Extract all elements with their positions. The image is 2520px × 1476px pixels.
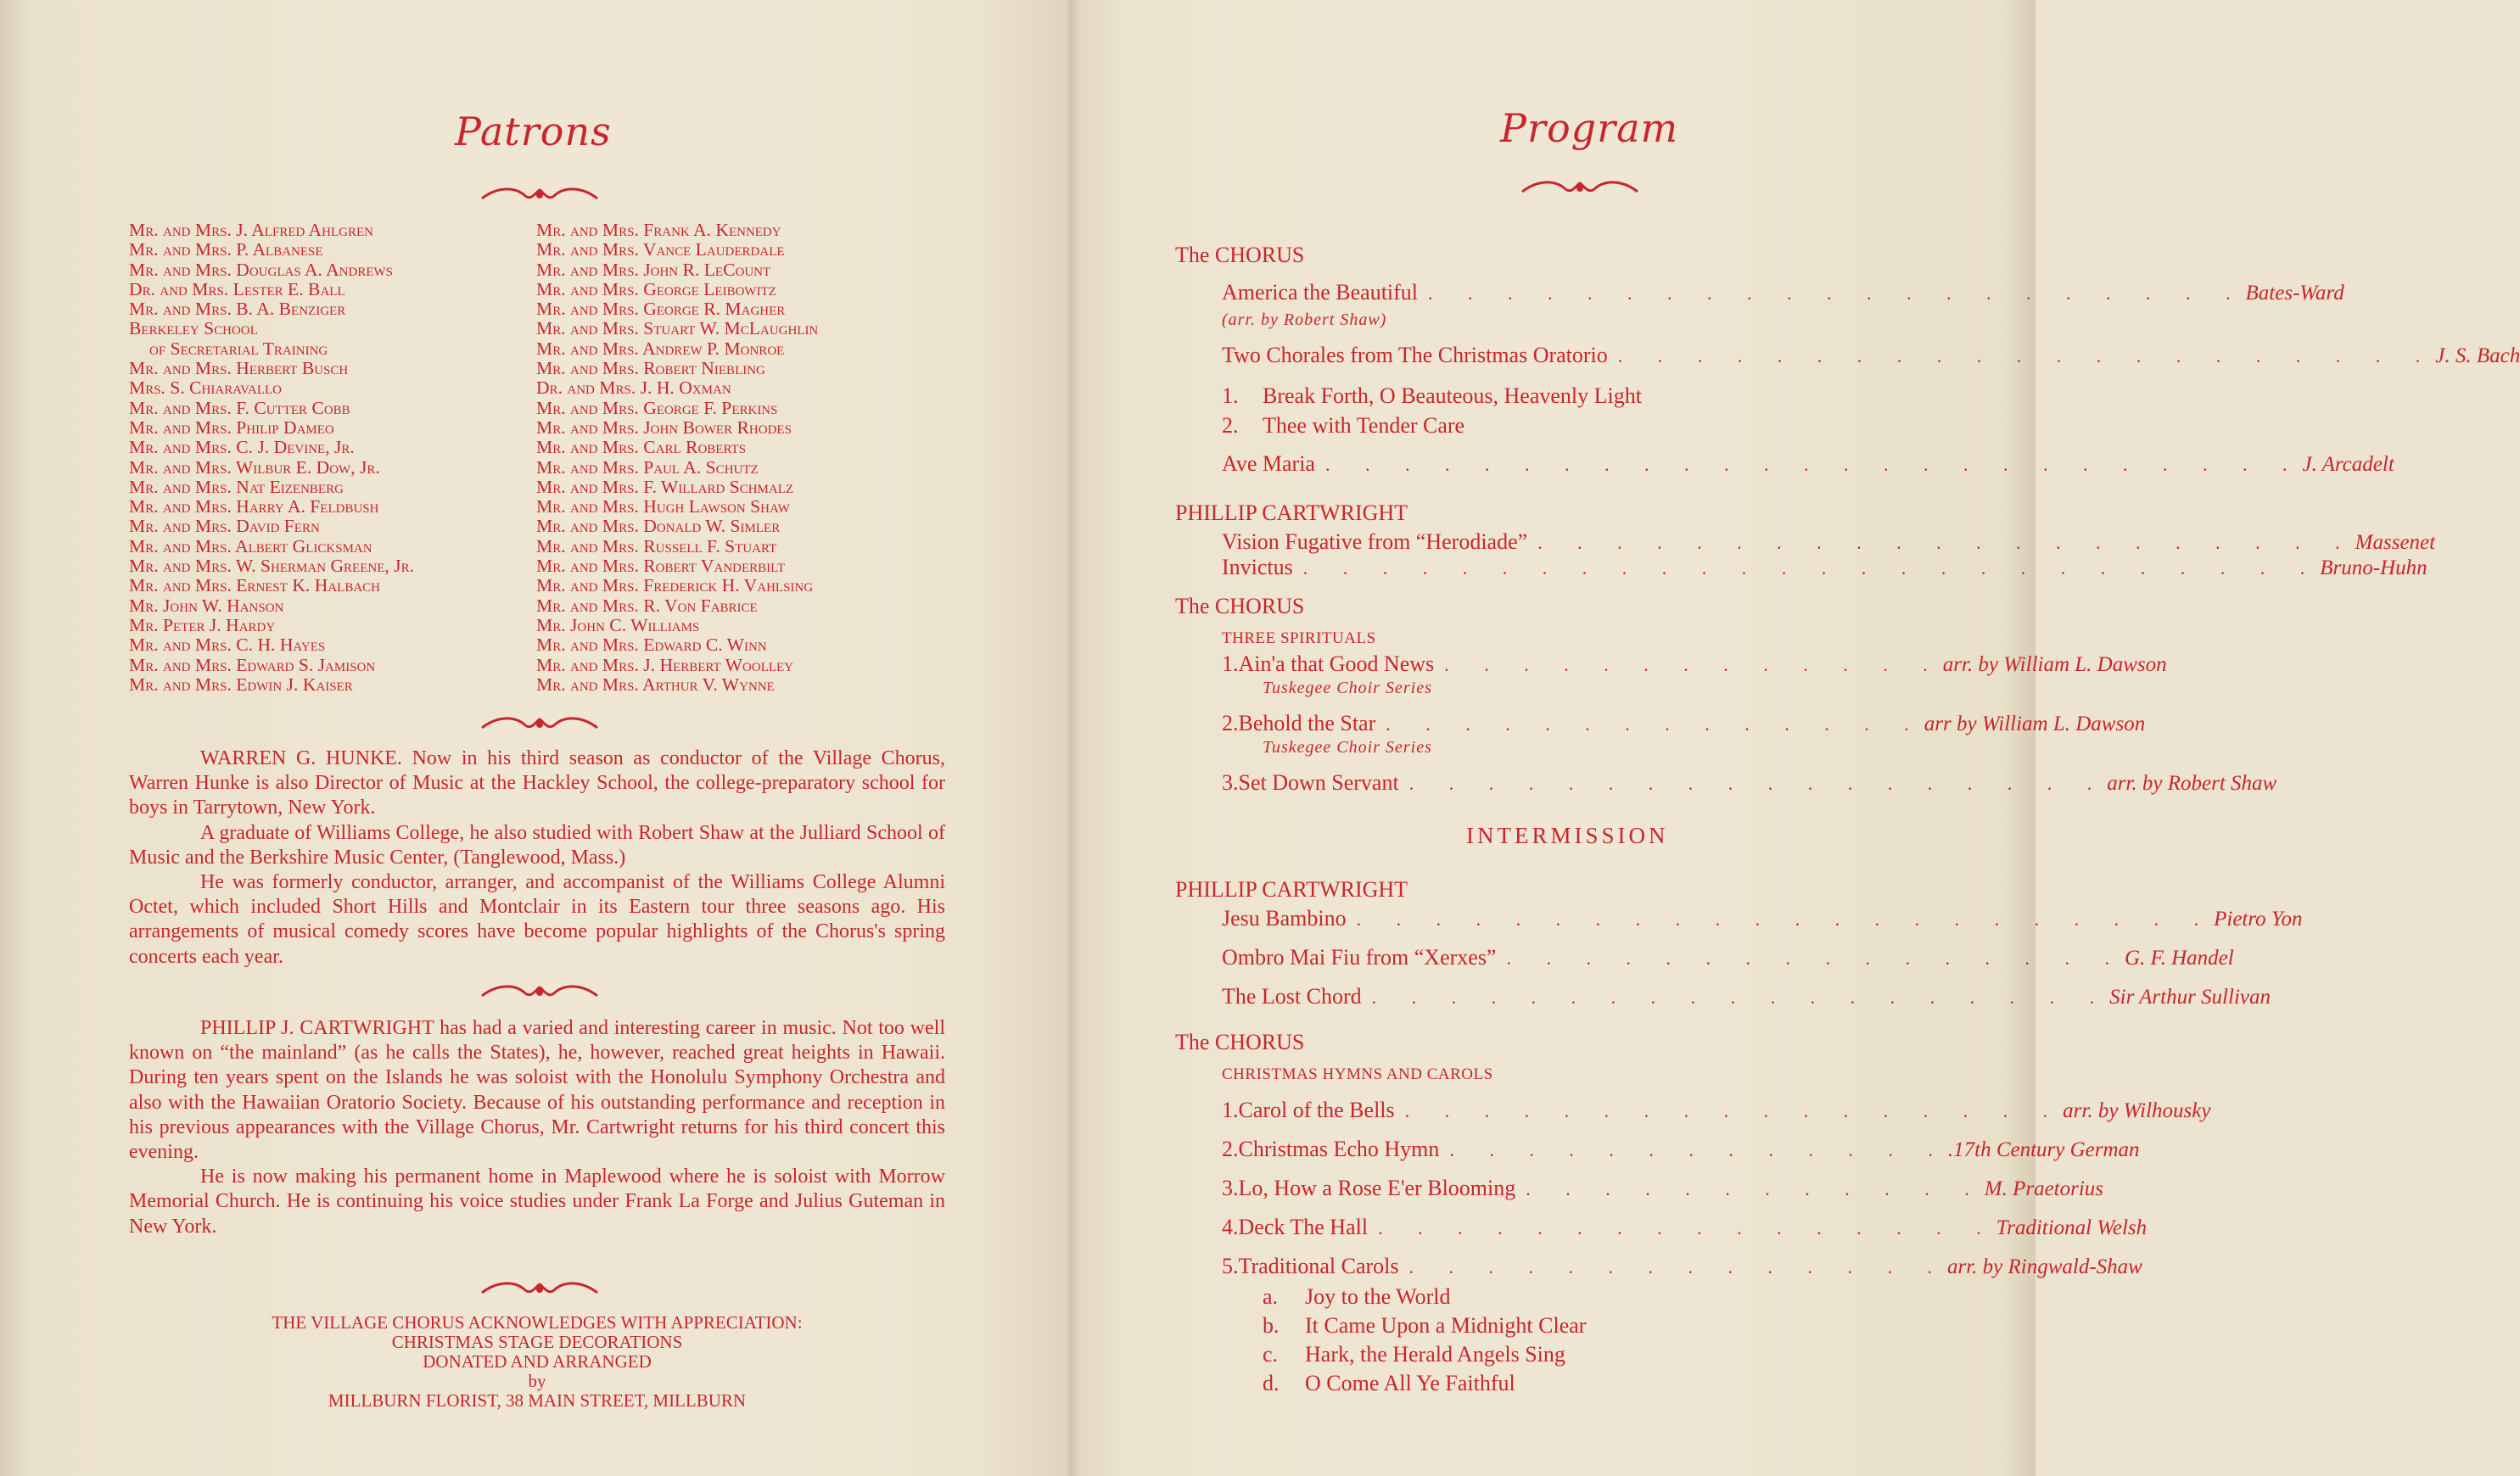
patron-name: Mr. and Mrs. C. H. Hayes xyxy=(129,635,326,656)
program-item xyxy=(1222,1176,2104,1205)
conductor-bio xyxy=(129,746,945,970)
acknowledgement xyxy=(129,1313,945,1411)
item-number: 2. xyxy=(1222,1137,1239,1161)
leader-dots: . . . . . . . . . . . . . . xyxy=(1408,1256,1947,1278)
leader-dots: . . . . . . . . . . . . . xyxy=(1444,654,1943,675)
piece-title: Behold the Star xyxy=(1238,711,1376,735)
piece-title: Lo, How a Rose E'er Blooming xyxy=(1238,1176,1516,1200)
flourish-ornament-icon xyxy=(480,180,599,209)
item-number: 4. xyxy=(1222,1215,1239,1239)
composer: Sir Arthur Sullivan xyxy=(2109,986,2271,1009)
composer: arr. by Ringwald-Shaw xyxy=(1946,1255,2142,1278)
piece-title: Ain'a that Good News xyxy=(1238,651,1435,676)
patron-name: Mr. and Mrs. Paul A. Schutz xyxy=(536,456,759,478)
ack-line: CHRISTMAS STAGE DECORATIONS xyxy=(391,1332,683,1352)
piece-title: It Came Upon a Midnight Clear xyxy=(1305,1313,1587,1338)
patron-name: Berkeley School xyxy=(129,318,258,339)
right-page xyxy=(1076,0,2520,1476)
composer: arr by William L. Dawson xyxy=(1924,713,2146,735)
section-heading: PHILLIP CARTWRIGHT xyxy=(1175,500,1408,525)
section-heading: The CHORUS xyxy=(1175,594,1305,618)
left-page xyxy=(0,0,1071,1476)
item-number: 3. xyxy=(1222,1176,1239,1200)
ack-line: MILLBURN FLORIST, 38 MAIN STREET, MILLBURN xyxy=(328,1390,747,1411)
patrons-column-2 xyxy=(536,221,818,695)
piece-title: Deck The Hall xyxy=(1238,1215,1369,1239)
leader-dots: . . . . . . . . . . . . . . . . . . . . . . . . . xyxy=(1324,454,2303,475)
ack-line: by xyxy=(528,1371,546,1391)
patron-name: Mr. and Mrs. Robert Vanderbilt xyxy=(536,556,786,577)
piece-title: Vision Fugative from “Herodiade” xyxy=(1222,529,1528,554)
sub-piece xyxy=(1222,413,1464,439)
patron-name: Mr. and Mrs. Philip Dameo xyxy=(129,417,334,438)
intermission-heading: INTERMISSION xyxy=(1466,823,1669,848)
program-item xyxy=(1222,555,2428,584)
program-item xyxy=(1222,343,2520,372)
composer: Bruno-Huhn xyxy=(2320,556,2428,579)
program-item xyxy=(1222,1254,2142,1283)
piece-title: America the Beautiful xyxy=(1222,280,1419,305)
patron-name: Mr. and Mrs. George Leibowitz xyxy=(536,278,776,299)
program-item xyxy=(1222,1215,2148,1244)
piece-title: Break Forth, O Beauteous, Heavenly Light xyxy=(1263,383,1642,408)
item-number: 5. xyxy=(1222,1254,1239,1278)
sub-piece xyxy=(1263,1342,1565,1367)
patron-name: Mr. and Mrs. Ernest K. Halbach xyxy=(129,575,380,596)
patron-name: Mr. and Mrs. F. Cutter Cobb xyxy=(129,397,350,418)
item-letter: c. xyxy=(1263,1342,1279,1367)
bio-paragraph: He is now making his permanent home in Maplewood where he is soloist with Morrow Memorial Church. He is continuing his voice studies under Frank La Forge and Julius Guteman in New York. xyxy=(129,1166,945,1238)
item-number: 2. xyxy=(1222,413,1239,438)
patron-name: Mr. and Mrs. Donald W. Simler xyxy=(536,516,781,537)
leader-dots: . . . . . . . . . . . . xyxy=(1526,1178,1985,1199)
patron-name: Mr. and Mrs. Hugh Lawson Shaw xyxy=(536,496,790,517)
composer: .17th Century German xyxy=(1947,1138,2140,1161)
piece-title: The Lost Chord xyxy=(1222,984,1362,1009)
patron-name: Mr. and Mrs. Arthur V. Wynne xyxy=(536,674,775,695)
patron-name: Mr. John C. Williams xyxy=(536,614,700,635)
bio-paragraph: PHILLIP J. CARTWRIGHT has had a varied and interesting career in music. Not too well known on “the mainland” (as he calls the States), he, however, reached great heights in Hawaii. During ten years spent on the Islands he was soloist with the Honolulu Symphony Orchestra and also with the Hawaiian Oratorio Society. Because of his outstanding performance and reception in his previous appearances with the Village Chorus, Mr. Cartwright returns for his third concert this evening. xyxy=(129,1017,945,1164)
piece-title: Carol of the Bells xyxy=(1238,1098,1395,1122)
patron-name: Mr. and Mrs. Edward S. Jamison xyxy=(129,654,376,675)
patron-name: Mrs. S. Chiaravallo xyxy=(129,377,283,399)
patron-name: Mr. and Mrs. Edward C. Winn xyxy=(536,635,767,656)
leader-dots: . . . . . . . . . . . . . . . . xyxy=(1506,948,2125,969)
program-item xyxy=(1222,1098,2211,1127)
program-item xyxy=(1222,984,2271,1013)
patrons-title: Patrons xyxy=(455,109,612,154)
sub-heading: THREE SPIRITUALS xyxy=(1222,629,1376,647)
piece-title: Set Down Servant xyxy=(1238,770,1399,795)
leader-dots: . . . . . . . . . . . . . . . . xyxy=(1378,1217,1996,1238)
patron-name: Mr. and Mrs. Nat Eizenberg xyxy=(129,476,344,497)
program-item xyxy=(1222,711,2146,740)
leader-dots: . . . . . . . . . . . . . . . . . . . . . xyxy=(1617,345,2436,366)
leader-dots: . . . . . . . . . . . . . . . . . . . . . xyxy=(1428,282,2246,304)
arranger-note: (arr. by Robert Shaw) xyxy=(1222,310,1387,329)
sub-piece xyxy=(1263,1284,1450,1310)
patron-name: Mr. and Mrs. Andrew P. Monroe xyxy=(536,338,785,359)
leader-dots: . . . . . . . . . . . . . . . . . . . . . . xyxy=(1356,909,2215,930)
patron-name: Mr. and Mrs. Robert Niebling xyxy=(536,358,765,379)
patron-name: Mr. and Mrs. David Fern xyxy=(129,516,320,537)
flourish-ornament-icon xyxy=(1520,173,1639,202)
patron-name: Dr. and Mrs. Lester E. Ball xyxy=(129,278,345,299)
flourish-ornament-icon xyxy=(480,1274,599,1303)
series-note: Tuskegee Choir Series xyxy=(1263,679,1432,697)
composer: arr. by William L. Dawson xyxy=(1942,653,2167,676)
section-heading: The CHORUS xyxy=(1175,1030,1305,1054)
bio-paragraph: A graduate of Williams College, he also studied with Robert Shaw at the Julliard School of Music and the Berkshire Music Center, (Tanglewood, Mass.) xyxy=(129,821,945,869)
program-item xyxy=(1222,1137,2140,1166)
composer: M. Praetorius xyxy=(1984,1177,2104,1200)
item-letter: b. xyxy=(1263,1313,1280,1338)
composer: Massenet xyxy=(2355,531,2436,554)
composer: J. S. Bach xyxy=(2435,344,2520,367)
patron-name: Mr. and Mrs. Carl Roberts xyxy=(536,437,747,458)
sub-piece xyxy=(1263,1313,1586,1339)
sub-piece xyxy=(1222,383,1642,409)
piece-title: Hark, the Herald Angels Sing xyxy=(1305,1342,1565,1367)
patron-name: Mr. and Mrs. John R. LeCount xyxy=(536,259,771,280)
ack-line: DONATED AND ARRANGED xyxy=(423,1351,652,1372)
patron-name: Mr. and Mrs. Stuart W. McLaughlin xyxy=(536,318,819,339)
patron-name: Mr. and Mrs. C. J. Devine, Jr. xyxy=(129,437,355,458)
patron-name: Mr. and Mrs. Douglas A. Andrews xyxy=(129,259,394,280)
patron-name: Mr. and Mrs. W. Sherman Greene, Jr. xyxy=(129,556,414,577)
program-item xyxy=(1222,770,2277,799)
composer: G. F. Handel xyxy=(2124,947,2234,970)
composer: J. Arcadelt xyxy=(2302,453,2394,476)
patron-name: Mr. and Mrs. J. Herbert Woolley xyxy=(536,654,794,675)
item-number: 1. xyxy=(1222,1098,1239,1122)
patron-name: Dr. and Mrs. J. H. Oxman xyxy=(536,377,731,399)
piece-title: Christmas Echo Hymn xyxy=(1238,1137,1440,1161)
piece-title: Ave Maria xyxy=(1222,451,1315,476)
patron-name: Mr. and Mrs. R. Von Fabrice xyxy=(536,595,758,616)
patron-name: Mr. and Mrs. George R. Magher xyxy=(536,299,786,320)
patrons-column-1 xyxy=(129,221,414,695)
leader-dots: . . . . . . . . . . . . . . . . . xyxy=(1404,1100,2064,1121)
patron-name: Mr. and Mrs. Albert Glicksman xyxy=(129,535,372,556)
patron-name: of Secretarial Training xyxy=(149,338,328,359)
piece-title: Invictus xyxy=(1222,555,1293,579)
piece-title: Two Chorales from The Christmas Oratorio xyxy=(1222,343,1608,367)
piece-title: Joy to the World xyxy=(1305,1284,1451,1309)
program-item xyxy=(1222,280,2344,309)
flourish-ornament-icon xyxy=(480,709,599,738)
piece-title: O Come All Ye Faithful xyxy=(1305,1371,1515,1395)
ack-line: THE VILLAGE CHORUS ACKNOWLEDGES WITH APPRECIATION: xyxy=(272,1312,803,1333)
item-number: 1. xyxy=(1222,383,1239,408)
program-item xyxy=(1222,451,2394,480)
bio-paragraph: He was formerly conductor, arranger, and accompanist of the Williams College Alumni Octet, which included Short Hills and Montclair in its Eastern tour three seasons ago. His arrangements of musical comedy scores have become popular highlights of the Chorus's spring concerts each year. xyxy=(129,871,945,968)
patron-name: Mr. and Mrs. Frank A. Kennedy xyxy=(536,220,781,240)
piece-title: Ombro Mai Fiu from “Xerxes” xyxy=(1222,945,1497,970)
patron-name: Mr. and Mrs. Wilbur E. Dow, Jr. xyxy=(129,456,380,478)
patron-name: Mr. and Mrs. F. Willard Schmalz xyxy=(536,476,794,497)
bio-paragraph: WARREN G. HUNKE. Now in his third season as conductor of the Village Chorus, Warren Hunke is also Director of Music at the Hackley School, the college-preparatory school for boys in Tarrytown, New York. xyxy=(129,747,945,819)
composer: arr. by Robert Shaw xyxy=(2107,772,2277,795)
sub-piece xyxy=(1263,1371,1515,1396)
leader-dots: . . . . . . . . . . . . . xyxy=(1449,1139,1948,1160)
patron-name: Mr. and Mrs. Vance Lauderdale xyxy=(536,239,785,260)
leader-dots: . . . . . . . . . . . . . . . . . . . . . . . . . . xyxy=(1302,557,2321,579)
flourish-ornament-icon xyxy=(480,977,599,1006)
patron-name: Mr. Peter J. Hardy xyxy=(129,614,276,635)
section-heading: The CHORUS xyxy=(1175,243,1305,267)
patron-name: Mr. and Mrs. Frederick H. Vahlsing xyxy=(536,575,814,596)
item-number: 3. xyxy=(1222,770,1239,795)
item-letter: a. xyxy=(1263,1284,1279,1309)
leader-dots: . . . . . . . . . . . . . . . . . . . xyxy=(1371,987,2110,1008)
section-heading: PHILLIP CARTWRIGHT xyxy=(1175,877,1408,902)
series-note: Tuskegee Choir Series xyxy=(1263,738,1432,757)
patron-name: Mr. and Mrs. B. A. Benziger xyxy=(129,299,346,320)
patron-name: Mr. and Mrs. Harry A. Feldbush xyxy=(129,496,379,517)
patron-name: Mr. and Mrs. John Bower Rhodes xyxy=(536,417,792,438)
item-number: 1. xyxy=(1222,651,1239,676)
composer: arr. by Wilhousky xyxy=(2063,1099,2211,1122)
program-title: Program xyxy=(1500,105,1679,151)
piece-title: Traditional Carols xyxy=(1238,1254,1399,1278)
piece-title: Thee with Tender Care xyxy=(1263,413,1465,438)
composer: Traditional Welsh xyxy=(1996,1216,2148,1239)
patron-name: Mr. and Mrs. Russell F. Stuart xyxy=(536,535,777,556)
program-item xyxy=(1222,945,2234,974)
patron-name: Mr. and Mrs. J. Alfred Ahlgren xyxy=(129,220,373,240)
patron-name: Mr. and Mrs. Herbert Busch xyxy=(129,358,349,379)
leader-dots: . . . . . . . . . . . . . . . . . . . . . xyxy=(1537,532,2355,553)
program-item xyxy=(1222,906,2303,935)
patron-name: Mr. John W. Hanson xyxy=(129,595,284,616)
piece-title: Jesu Bambino xyxy=(1222,906,1347,931)
sub-heading: CHRISTMAS HYMNS AND CAROLS xyxy=(1222,1065,1493,1083)
soloist-bio xyxy=(129,1016,945,1239)
leader-dots: . . . . . . . . . . . . . . xyxy=(1386,713,1924,735)
program-item xyxy=(1222,529,2436,558)
composer: Pietro Yon xyxy=(2214,908,2303,931)
leader-dots: . . . . . . . . . . . . . . . . . . xyxy=(1408,773,2108,794)
program-item xyxy=(1222,651,2167,680)
patron-name: Mr. and Mrs. George F. Perkins xyxy=(536,397,778,418)
item-letter: d. xyxy=(1263,1371,1280,1395)
patron-name: Mr. and Mrs. P. Albanese xyxy=(129,239,323,260)
item-number: 2. xyxy=(1222,711,1239,735)
composer: Bates-Ward xyxy=(2245,282,2344,305)
patron-name: Mr. and Mrs. Edwin J. Kaiser xyxy=(129,674,353,695)
